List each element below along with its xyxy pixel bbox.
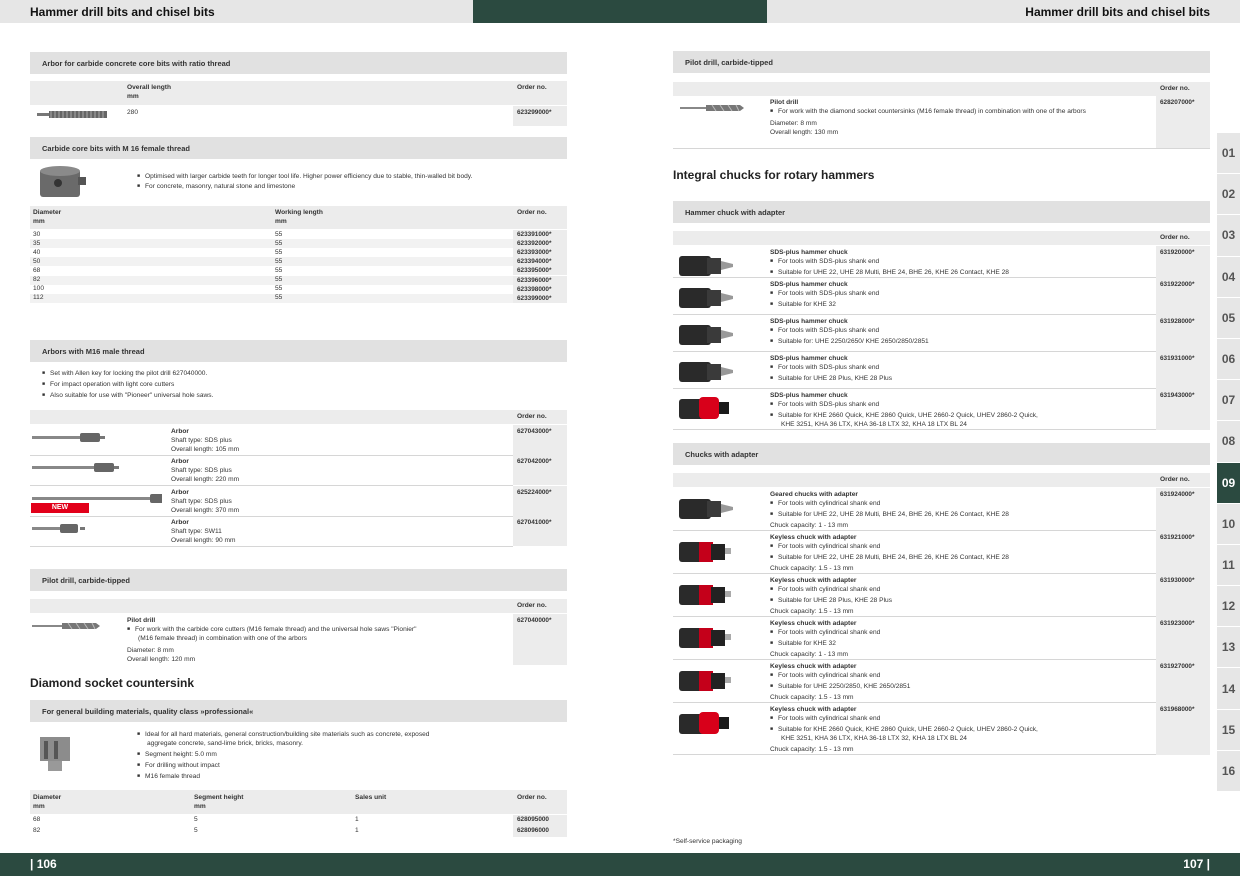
bullet-continuation: KHE 3251, KHA 36 LTX, KHA 36-18 LTX 32, KHA 18 LTX BL 24 bbox=[781, 735, 967, 742]
table-cell: 55 bbox=[275, 294, 283, 302]
table-header-row bbox=[673, 473, 1210, 487]
table-row-stripe bbox=[30, 257, 513, 266]
chuck-image bbox=[677, 710, 741, 736]
table-cell: 1 bbox=[355, 816, 359, 823]
col-header-unit: mm bbox=[275, 218, 287, 225]
table-cell: 68 bbox=[33, 266, 41, 274]
order-number: 631927000* bbox=[1156, 660, 1210, 703]
col-header: Working length bbox=[275, 209, 323, 216]
bullet-item: ■ For tools with cylindrical shank end bbox=[770, 543, 880, 552]
product-name: SDS-plus hammer chuck bbox=[770, 249, 848, 256]
product-name: Geared chucks with adapter bbox=[770, 491, 858, 498]
col-header-order: Order no. bbox=[517, 794, 547, 801]
col-header-order: Order no. bbox=[1160, 85, 1190, 92]
section-header: Pilot drill, carbide-tipped bbox=[673, 51, 1210, 73]
table-cell: 30 bbox=[33, 230, 41, 238]
col-header-order: Order no. bbox=[517, 209, 547, 216]
bullet-item: ■ Suitable for KHE 32 bbox=[770, 640, 836, 649]
bullet-item: ■ Segment height: 5.0 mm bbox=[137, 751, 217, 760]
spec-line: Shaft type: SW11 bbox=[171, 527, 222, 535]
spec-line: Shaft type: SDS plus bbox=[171, 467, 232, 475]
spec-capacity: Chuck capacity: 1.5 - 13 mm bbox=[770, 565, 854, 572]
product-name: Arbor bbox=[171, 428, 189, 435]
bullet-item: ■ For tools with cylindrical shank end bbox=[770, 500, 880, 509]
table-cell: 35 bbox=[33, 239, 41, 247]
product-name: Keyless chuck with adapter bbox=[770, 577, 857, 584]
spec-length: Overall length: 130 mm bbox=[770, 129, 839, 136]
row-divider bbox=[673, 702, 1156, 703]
chuck-image bbox=[677, 581, 741, 607]
bullet-item: ■ Suitable for UHE 28 Plus, KHE 28 Plus bbox=[770, 375, 892, 384]
bullet-item: ■ Suitable for UHE 28 Plus, KHE 28 Plus bbox=[770, 597, 892, 606]
section-header: Pilot drill, carbide-tipped bbox=[30, 569, 567, 591]
bullet-item: ■ For work with the diamond socket countersinks (M16 female thread) in combination with one of the arbors bbox=[770, 108, 1086, 117]
col-header: Diameter bbox=[33, 209, 62, 216]
order-number: 628095000 bbox=[513, 815, 567, 826]
table-header-row bbox=[673, 231, 1210, 245]
product-name: SDS-plus hammer chuck bbox=[770, 318, 848, 325]
order-number: 631922000* bbox=[1156, 278, 1210, 315]
bullet-item: ■ Suitable for KHE 2660 Quick, KHE 2860 Quick, UHE 2660-2 Quick, UHEV 2860-2 Quick, bbox=[770, 412, 1038, 421]
table-cell: 55 bbox=[275, 230, 283, 238]
bullet-item: ■ For work with the carbide core cutters (M16 female thread) and the universal hole saws "Pionier" bbox=[127, 626, 416, 635]
bullet-item: ■ For tools with SDS-plus shank end bbox=[770, 327, 879, 336]
table-cell: 55 bbox=[275, 276, 283, 283]
product-name: SDS-plus hammer chuck bbox=[770, 392, 848, 399]
order-number: 631924000* bbox=[1156, 488, 1210, 531]
product-name: SDS-plus hammer chuck bbox=[770, 281, 848, 288]
order-number: 627040000* bbox=[513, 614, 567, 665]
row-divider bbox=[673, 659, 1156, 660]
table-header-row bbox=[30, 599, 567, 613]
row-divider bbox=[30, 485, 513, 486]
table-row-stripe bbox=[30, 239, 513, 248]
order-number: 627043000* bbox=[513, 425, 567, 455]
right-page-number: 107 | bbox=[1183, 857, 1210, 871]
tab-15[interactable]: 15 bbox=[1217, 710, 1240, 751]
row-divider bbox=[673, 148, 1210, 149]
row-divider bbox=[673, 754, 1156, 755]
table-header-row bbox=[30, 790, 567, 814]
arbor-image bbox=[32, 462, 162, 474]
order-number: 631930000* bbox=[1156, 574, 1210, 617]
product-name: Keyless chuck with adapter bbox=[770, 663, 857, 670]
bullet-continuation: aggregate concrete, sand-lime brick, bricks, masonry. bbox=[147, 740, 303, 747]
row-divider bbox=[673, 351, 1156, 352]
chuck-image bbox=[677, 495, 741, 521]
bullet-continuation: (M16 female thread) in combination with one of the arbors bbox=[138, 635, 307, 642]
product-name: Arbor bbox=[171, 458, 189, 466]
table-cell: 82 bbox=[33, 276, 41, 283]
col-header-unit: mm bbox=[33, 218, 45, 225]
chuck-image bbox=[677, 538, 741, 564]
spec-diameter: Diameter: 8 mm bbox=[770, 120, 817, 127]
table-cell: 280 bbox=[127, 109, 139, 116]
spec-line: Shaft type: SDS plus bbox=[171, 437, 232, 444]
tab-12[interactable]: 12 bbox=[1217, 586, 1240, 627]
left-page-number: | 106 bbox=[30, 857, 57, 871]
countersink-image bbox=[36, 733, 76, 773]
spec-capacity: Chuck capacity: 1.5 - 13 mm bbox=[770, 694, 854, 701]
bullet-item: ■ For tools with cylindrical shank end bbox=[770, 672, 880, 681]
core-bit-image bbox=[38, 163, 88, 199]
spec-diameter: Diameter: 8 mm bbox=[127, 647, 174, 654]
ratio-arbor-image bbox=[37, 109, 112, 121]
order-number: 623399000* bbox=[513, 294, 567, 303]
spec-length: Overall length: 120 mm bbox=[127, 656, 196, 663]
row-divider bbox=[673, 277, 1156, 278]
product-name: Keyless chuck with adapter bbox=[770, 534, 857, 541]
order-number: 631943000* bbox=[1156, 389, 1210, 430]
bullet-item: ■ Suitable for UHE 22, UHE 28 Multi, BHE 24, BHE 26, KHE 26 Contact, KHE 28 bbox=[770, 511, 1009, 520]
tab-04[interactable]: 04 bbox=[1217, 257, 1240, 298]
spec-line: Overall length: 105 mm bbox=[171, 446, 240, 453]
bullet-item: ■ Suitable for KHE 32 bbox=[770, 301, 836, 310]
order-number: 623398000* bbox=[513, 285, 567, 294]
order-number: 628096000 bbox=[513, 826, 567, 837]
bullet-item: ■ Suitable for UHE 22, UHE 28 Multi, BHE 24, BHE 26, KHE 26 Contact, KHE 28 bbox=[770, 554, 1009, 563]
section-heading: Diamond socket countersink bbox=[30, 676, 195, 690]
right-page-title: Hammer drill bits and chisel bits bbox=[1025, 5, 1210, 19]
col-header-unit: mm bbox=[194, 803, 206, 810]
bullet-item: ■ Suitable for: UHE 2250/2650/ KHE 2650/2850/2851 bbox=[770, 338, 929, 347]
chuck-image bbox=[677, 321, 741, 347]
spec-line: Overall length: 220 mm bbox=[171, 476, 240, 484]
tab-14[interactable]: 14 bbox=[1217, 668, 1240, 709]
bullet-item: ■ For tools with cylindrical shank end bbox=[770, 629, 880, 638]
new-badge: NEW bbox=[31, 503, 89, 513]
row-divider bbox=[673, 314, 1156, 315]
table-cell: 1 bbox=[355, 827, 359, 834]
tab-03[interactable]: 03 bbox=[1217, 215, 1240, 256]
row-divider bbox=[30, 455, 513, 456]
bullet-item: ■ Also suitable for use with "Pioneer" universal hole saws. bbox=[42, 392, 213, 401]
section-heading: Integral chucks for rotary hammers bbox=[673, 168, 875, 182]
bullet-item: ■ For tools with SDS-plus shank end bbox=[770, 401, 879, 410]
order-number: 631968000* bbox=[1156, 703, 1210, 755]
table-cell: 55 bbox=[275, 257, 283, 265]
section-header: Arbor for carbide concrete core bits with ratio thread bbox=[30, 52, 567, 74]
spec-capacity: Chuck capacity: 1.5 - 13 mm bbox=[770, 746, 854, 753]
section-header: Chucks with adapter bbox=[673, 443, 1210, 465]
bullet-item: ■ Set with Allen key for locking the pilot drill 627040000. bbox=[42, 370, 207, 379]
bullet-item: ■ Ideal for all hard materials, general construction/building site materials such as concrete, exposed bbox=[137, 731, 429, 740]
col-header-unit: mm bbox=[127, 93, 139, 100]
table-header-row bbox=[30, 81, 567, 105]
bullet-item: ■ For concrete, masonry, natural stone and limestone bbox=[137, 183, 295, 192]
product-name: Pilot drill bbox=[127, 617, 156, 624]
table-cell: 68 bbox=[33, 816, 41, 823]
bullet-item: ■ For tools with SDS-plus shank end bbox=[770, 290, 879, 299]
table-cell: 5 bbox=[194, 827, 198, 834]
bullet-item: ■ M16 female thread bbox=[137, 773, 200, 782]
tab-01[interactable]: 01 bbox=[1217, 133, 1240, 174]
table-cell: 55 bbox=[275, 285, 283, 293]
product-name: Arbor bbox=[171, 488, 189, 496]
order-number: 623391000* bbox=[513, 230, 567, 239]
order-number: 623394000* bbox=[513, 257, 567, 266]
top-bar-accent bbox=[473, 0, 767, 23]
bullet-item: ■ For tools with SDS-plus shank end bbox=[770, 258, 879, 267]
table-cell: 112 bbox=[33, 294, 44, 302]
top-bar bbox=[0, 0, 1240, 23]
table-cell: 55 bbox=[275, 239, 283, 247]
tab-16[interactable]: 16 bbox=[1217, 751, 1240, 792]
table-cell: 100 bbox=[33, 285, 45, 293]
chuck-image bbox=[677, 624, 741, 650]
col-header-unit: mm bbox=[33, 803, 45, 810]
table-cell: 5 bbox=[194, 816, 198, 823]
bullet-continuation: KHE 3251, KHA 36 LTX, KHA 36-18 LTX 32, KHA 18 LTX BL 24 bbox=[781, 421, 967, 428]
section-header: Carbide core bits with M 16 female thread bbox=[30, 137, 567, 159]
footnote: *Self-service packaging bbox=[673, 838, 742, 845]
bullet-item: ■ For impact operation with light core cutters bbox=[42, 381, 174, 390]
table-cell: 55 bbox=[275, 266, 283, 274]
section-header: Arbors with M16 male thread bbox=[30, 340, 567, 362]
row-divider bbox=[673, 530, 1156, 531]
row-divider bbox=[30, 516, 513, 517]
order-number: 623396000* bbox=[513, 276, 567, 285]
order-number: 627042000* bbox=[513, 455, 567, 485]
table-cell: 50 bbox=[33, 257, 41, 265]
table-row-stripe bbox=[30, 276, 513, 285]
tab-13[interactable]: 13 bbox=[1217, 627, 1240, 668]
tab-11[interactable]: 11 bbox=[1217, 545, 1240, 586]
row-divider bbox=[30, 546, 513, 547]
bullet-item: ■ Suitable for KHE 2660 Quick, KHE 2860 Quick, UHE 2660-2 Quick, UHEV 2860-2 Quick, bbox=[770, 726, 1038, 735]
row-divider bbox=[673, 573, 1156, 574]
order-number: 623395000* bbox=[513, 266, 567, 275]
section-header: Hammer chuck with adapter bbox=[673, 201, 1210, 223]
chapter-tabs bbox=[1217, 133, 1240, 792]
col-header: Diameter bbox=[33, 794, 62, 801]
bullet-item: ■ For tools with SDS-plus shank end bbox=[770, 364, 879, 373]
bullet-item: ■ Suitable for UHE 22, UHE 28 Multi, BHE 24, BHE 26, KHE 26 Contact, KHE 28 bbox=[770, 269, 1009, 278]
tab-06[interactable]: 06 bbox=[1217, 339, 1240, 380]
table-cell: 40 bbox=[33, 248, 41, 256]
table-row-stripe bbox=[30, 294, 513, 303]
order-number: 631928000* bbox=[1156, 315, 1210, 352]
order-number: 631931000* bbox=[1156, 352, 1210, 389]
spec-line: Overall length: 90 mm bbox=[171, 536, 236, 544]
bullet-item: ■ Suitable for UHE 2250/2850, KHE 2650/2851 bbox=[770, 683, 910, 692]
table-cell: 82 bbox=[33, 827, 41, 834]
chuck-image bbox=[677, 358, 741, 384]
order-number: 627041000* bbox=[513, 516, 567, 546]
section-header: For general building materials, quality class »professional« bbox=[30, 700, 567, 722]
col-header-order: Order no. bbox=[517, 84, 547, 91]
tab-08[interactable]: 08 bbox=[1217, 421, 1240, 462]
col-header: Sales unit bbox=[355, 794, 387, 801]
order-number: 628207000* bbox=[1156, 96, 1210, 148]
bullet-item: ■ For tools with cylindrical shank end bbox=[770, 586, 880, 595]
arbor-image bbox=[32, 432, 162, 444]
pilot-drill-image bbox=[32, 622, 102, 630]
spec-line: Overall length: 370 mm bbox=[171, 506, 240, 514]
chuck-image bbox=[677, 395, 741, 421]
product-name: Arbor bbox=[171, 518, 189, 526]
col-header-order: Order no. bbox=[1160, 476, 1190, 483]
spec-capacity: Chuck capacity: 1 - 13 mm bbox=[770, 522, 849, 529]
spec-line: Shaft type: SDS plus bbox=[171, 497, 232, 505]
product-name: Pilot drill bbox=[770, 99, 799, 106]
arbor-image bbox=[32, 523, 162, 535]
table-cell: 55 bbox=[275, 248, 283, 256]
bullet-item: ■ For tools with cylindrical shank end bbox=[770, 715, 880, 724]
tab-05[interactable]: 05 bbox=[1217, 298, 1240, 339]
order-number: 625224000* bbox=[513, 486, 567, 516]
pilot-drill-image bbox=[680, 104, 746, 112]
col-header: Overall length bbox=[127, 84, 171, 91]
bottom-bar bbox=[0, 853, 1240, 876]
tab-09[interactable]: 09 bbox=[1217, 463, 1240, 504]
chuck-image bbox=[677, 252, 741, 278]
bullet-item: ■ For drilling without impact bbox=[137, 762, 220, 771]
table-header-row bbox=[673, 82, 1210, 96]
bullet-item: ■ Optimised with larger carbide teeth for longer tool life. Higher power efficiency due to stable, thin-walled bit body. bbox=[137, 173, 472, 182]
order-number: 631920000* bbox=[1156, 246, 1210, 278]
spec-capacity: Chuck capacity: 1 - 13 mm bbox=[770, 651, 849, 658]
tab-02[interactable]: 02 bbox=[1217, 174, 1240, 215]
row-divider bbox=[673, 429, 1156, 430]
tab-10[interactable]: 10 bbox=[1217, 504, 1240, 545]
product-name: SDS-plus hammer chuck bbox=[770, 355, 848, 362]
col-header: Segment height bbox=[194, 794, 244, 801]
col-header-order: Order no. bbox=[1160, 234, 1190, 241]
product-name: Keyless chuck with adapter bbox=[770, 620, 857, 627]
order-number: 623299000* bbox=[513, 106, 567, 126]
spec-capacity: Chuck capacity: 1.5 - 13 mm bbox=[770, 608, 854, 615]
row-divider bbox=[673, 616, 1156, 617]
col-header-order: Order no. bbox=[517, 413, 547, 420]
tab-07[interactable]: 07 bbox=[1217, 380, 1240, 421]
col-header-order: Order no. bbox=[517, 602, 547, 609]
order-number: 631921000* bbox=[1156, 531, 1210, 574]
order-number: 623393000* bbox=[513, 248, 567, 257]
table-header-row bbox=[30, 410, 567, 424]
left-page-title: Hammer drill bits and chisel bits bbox=[30, 5, 215, 19]
order-number: 623392000* bbox=[513, 239, 567, 248]
chuck-image bbox=[677, 667, 741, 693]
row-divider bbox=[673, 388, 1156, 389]
chuck-image bbox=[677, 284, 741, 310]
order-number: 631923000* bbox=[1156, 617, 1210, 660]
product-name: Keyless chuck with adapter bbox=[770, 706, 857, 713]
